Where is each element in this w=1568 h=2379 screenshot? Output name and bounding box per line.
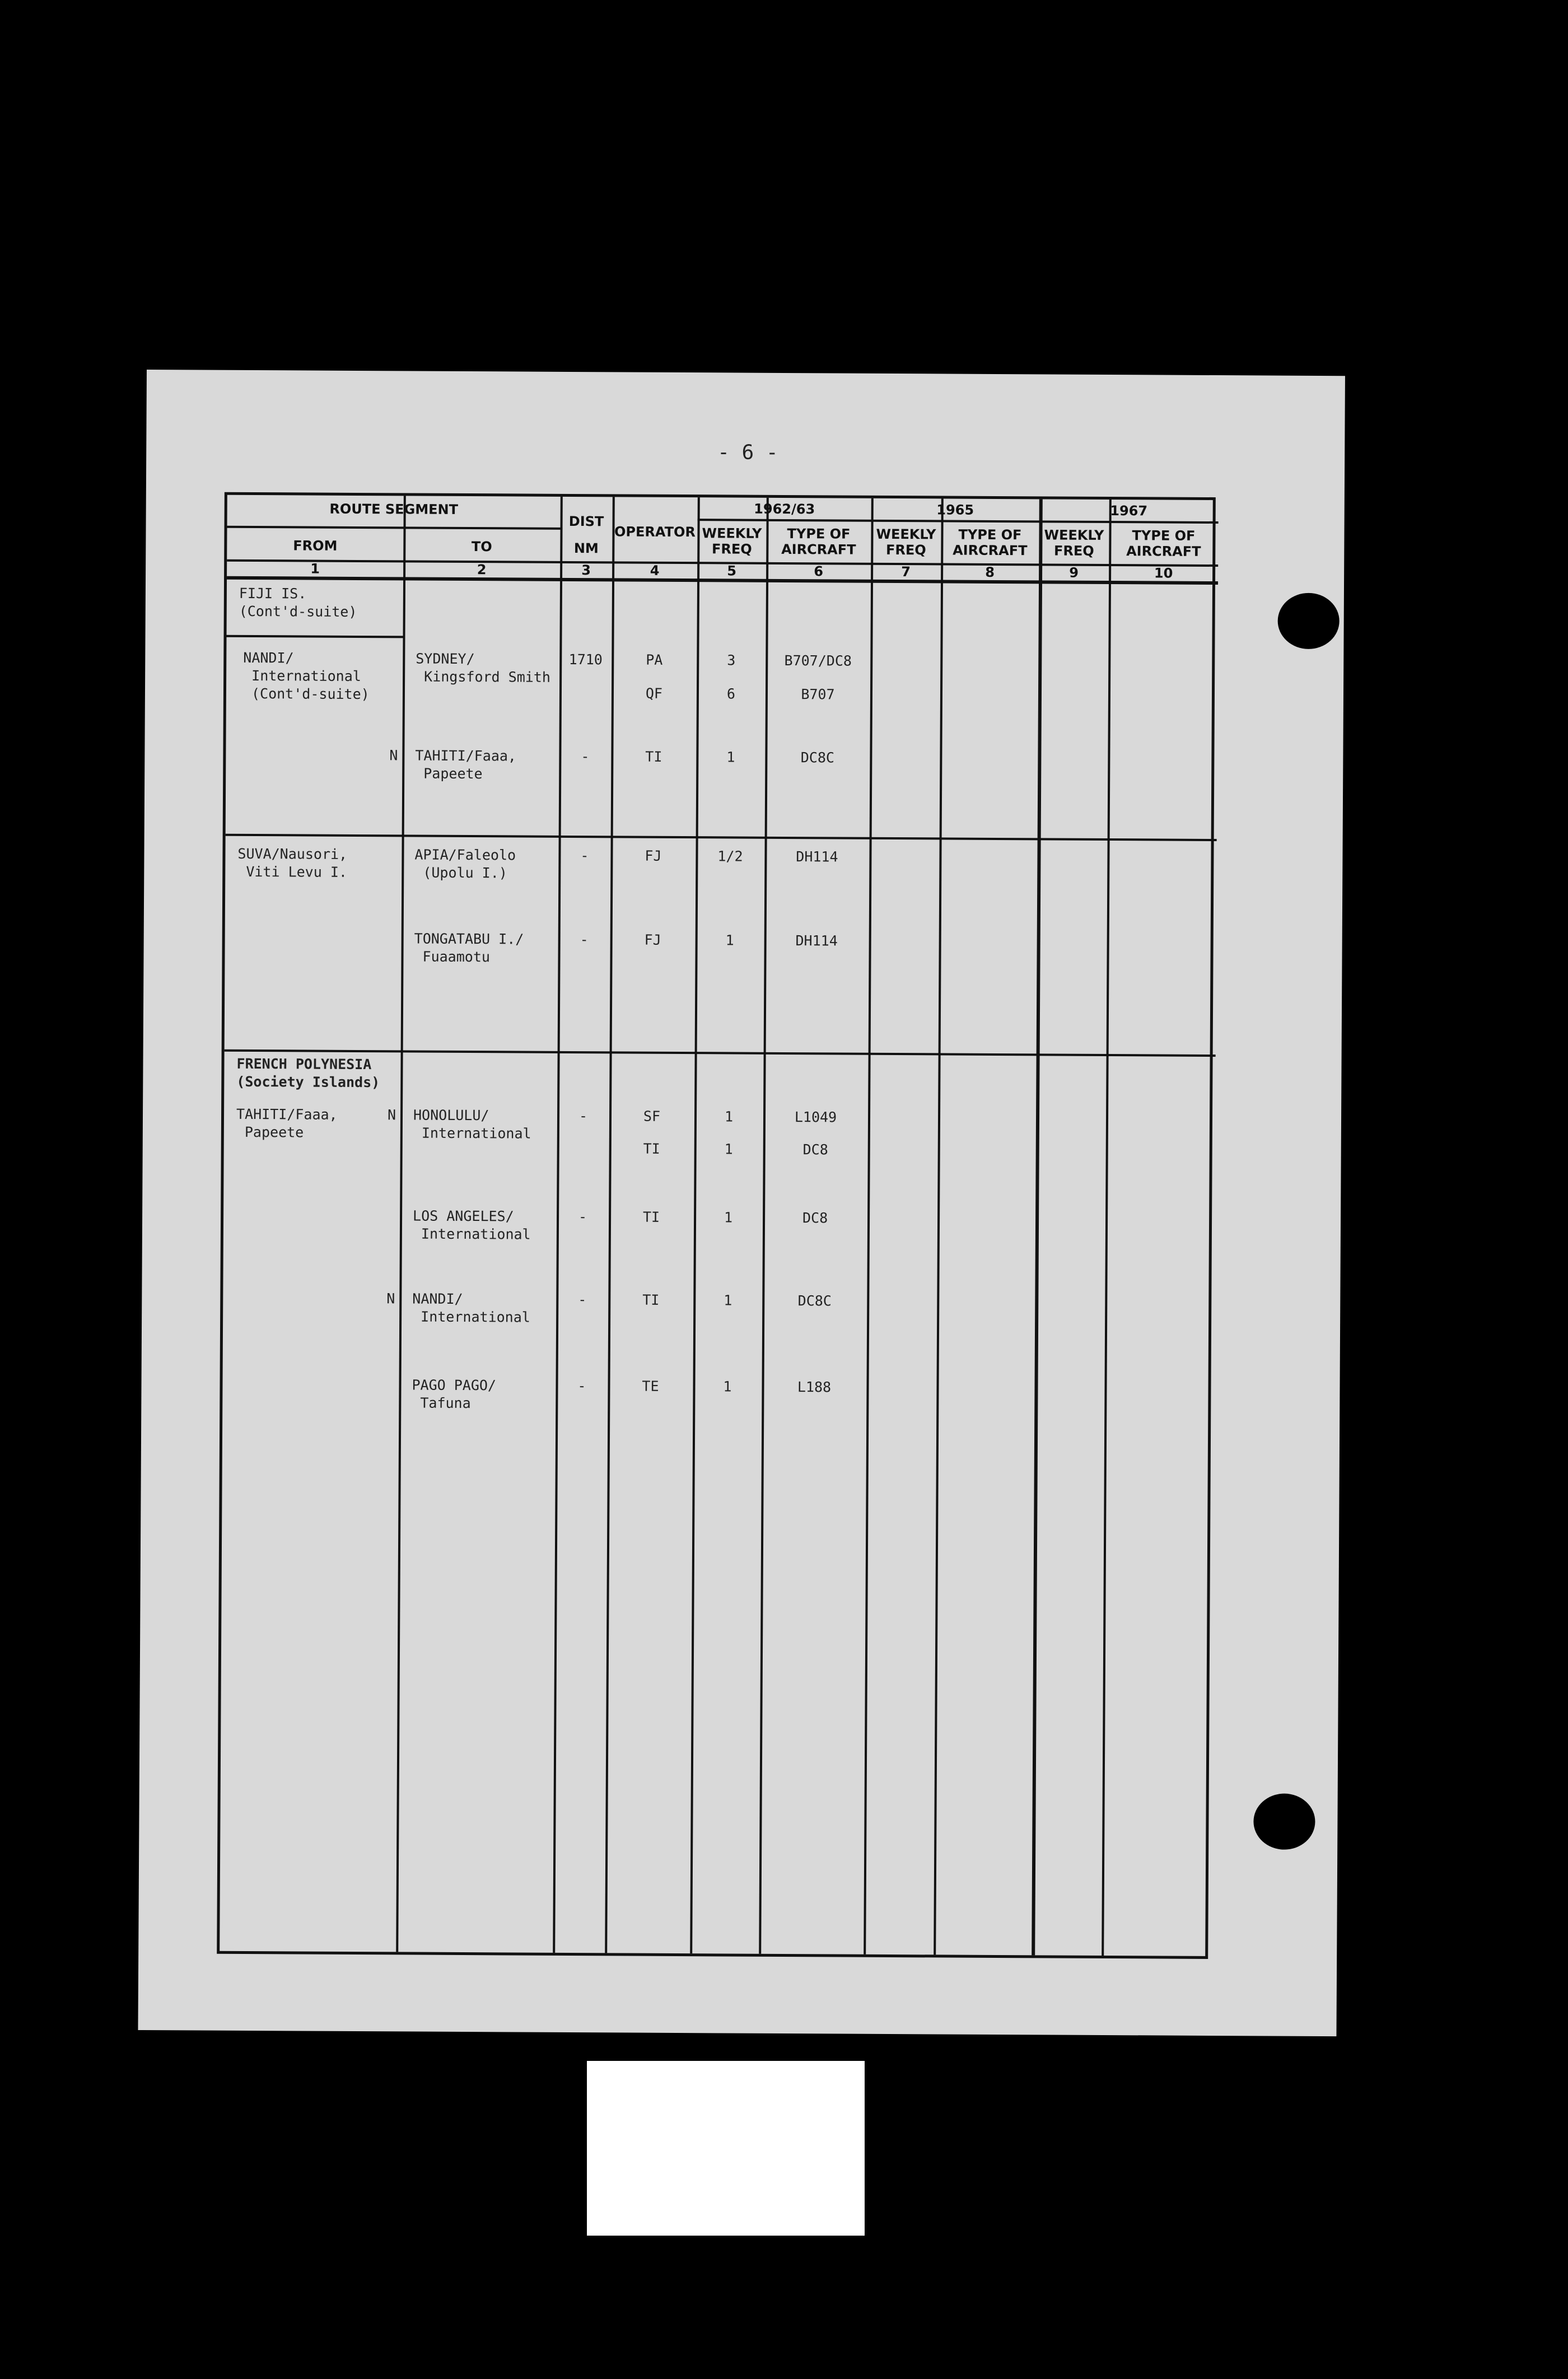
page-number: - 6 - [717,441,778,464]
col-number: 6 [814,563,824,580]
weekly-freq: 3 [727,652,736,669]
aircraft-type: DH114 [795,932,838,949]
punch-hole [1253,1793,1315,1850]
weekly-freq: 1 [726,749,735,766]
weekly-freq: 6 [726,685,736,702]
operator: TI [645,748,662,765]
weekly-freq: 1 [724,1108,734,1125]
col-divider [396,496,406,1952]
distance: - [578,1108,588,1125]
weekly-freq: 1 [723,1378,732,1395]
col-divider [1102,500,1112,1956]
header-dist: DIST [568,513,604,530]
aircraft-type: B707 [801,686,835,703]
header-period-1962: 1962/63 [754,501,815,517]
weekly-freq: 1 [724,1209,733,1226]
weekly-freq: 1 [724,1292,732,1309]
weekly-freq: 1 [725,932,734,949]
col-divider [934,498,944,1954]
operator: FJ [645,847,662,864]
operator: TI [643,1140,660,1157]
punch-hole [1277,593,1340,650]
row-divider [227,526,561,530]
aircraft-type: L188 [797,1379,832,1396]
header-period-1965: 1965 [936,502,974,518]
route-table [217,492,1216,1959]
aircraft-type: DC8 [802,1210,828,1226]
col-number: 5 [727,563,737,579]
col-number: 9 [1069,565,1079,581]
route-to: TAHITI/Faaa, Papeete [415,747,517,782]
aircraft-type: DC8 [802,1141,828,1158]
header-from: FROM [293,538,338,554]
col-number: 4 [650,562,660,579]
distance: - [578,1209,587,1225]
weekly-freq: 1 [724,1141,733,1158]
col-number: 2 [477,562,487,578]
col-number: 8 [985,564,995,580]
row-divider [227,635,403,638]
new-route-flag: N [387,1107,396,1123]
row-divider [226,834,1217,841]
header-type-aircraft: TYPE OF AIRCRAFT [953,526,1028,559]
route-to: NANDI/ International [412,1290,530,1326]
operator: TE [642,1378,659,1394]
route-to: APIA/Faleolo (Upolu I.) [414,846,516,881]
row-divider [698,519,1219,524]
distance: - [580,847,589,864]
distance: - [581,748,590,765]
aircraft-type: L1049 [794,1109,837,1126]
header-weekly-freq: WEEKLY FREQ [876,526,936,558]
col-number: 7 [901,564,911,580]
header-type-aircraft: TYPE OF AIRCRAFT [1126,528,1201,559]
header-to: TO [471,539,492,555]
section-fiji: FIJI IS. (Cont'd-suite) [239,585,357,620]
header-nm: NM [573,540,599,557]
header-period-1967: 1967 [1110,503,1148,519]
route-from: SUVA/Nausori, Viti Levu I. [237,845,348,880]
distance: - [578,1291,587,1308]
blank-card [587,2061,865,2236]
aircraft-type: B707/DC8 [784,652,852,669]
operator: QF [645,685,663,702]
header-operator: OPERATOR [614,524,696,540]
aircraft-type: DC8C [800,749,835,766]
distance: 1710 [568,651,603,668]
distance: - [577,1378,586,1394]
new-route-flag: N [386,1290,395,1307]
route-to: SYDNEY/ Kingsford Smith [416,650,551,685]
operator: TI [642,1209,660,1225]
col-divider [1032,499,1043,1955]
document-page [138,370,1345,2036]
route-to: PAGO PAGO/ Tafuna [412,1377,497,1412]
col-number: 3 [581,562,591,579]
header-type-aircraft: TYPE OF AIRCRAFT [781,525,856,558]
operator: FJ [644,931,661,948]
header-weekly-freq: WEEKLY FREQ [1044,527,1104,559]
route-to: TONGATABU I./ Fuaamotu [414,930,524,965]
col-number: 10 [1154,565,1173,581]
header-weekly-freq: WEEKLY FREQ [702,525,762,557]
weekly-freq: 1/2 [717,848,743,865]
route-to: HONOLULU/ International [413,1107,531,1142]
section-french-polynesia: FRENCH POLYNESIA (Society Islands) [236,1055,380,1091]
operator: TI [642,1291,660,1308]
col-number: 1 [310,561,320,577]
new-route-flag: N [389,747,398,764]
route-from: TAHITI/Faaa, Papeete [236,1105,338,1141]
operator: SF [643,1108,661,1125]
route-from: NANDI/ International (Cont'd-suite) [242,649,370,703]
operator: PA [646,651,663,668]
route-to: LOS ANGELES/ International [412,1207,531,1243]
header-route-segment: ROUTE SEGMENT [329,501,459,517]
aircraft-type: DH114 [796,848,838,865]
distance: - [580,931,589,948]
aircraft-type: DC8C [797,1293,832,1309]
